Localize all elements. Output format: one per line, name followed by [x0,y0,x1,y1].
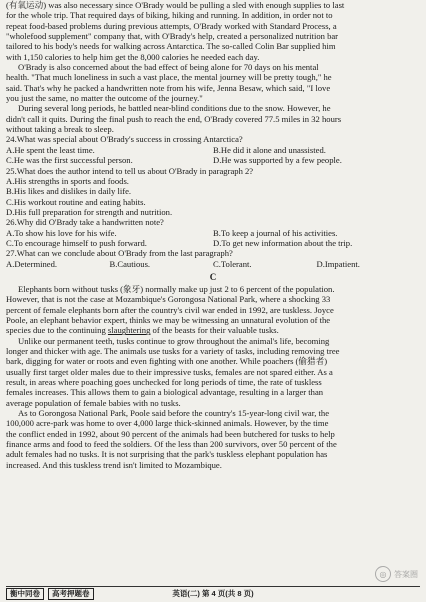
passage-b-paragraph-2 [6,62,420,103]
text-line: bark, digging for water or roots and even fighting with one another. While poachers (偷猎者) [6,356,328,367]
text-line: "wholefood supplement" company that, with O'Brady's help, created a personalized nutrition bar [6,31,339,42]
page-number: 英语(二) 第 4 页(共 8 页) [172,589,254,598]
text-line: species due to the continuing slaughtering of the beasts for their valuable tusks. [6,325,279,336]
text-line: said. That's why he packed a handwritten note from his wife, Jenna Besaw, which said, "I love [6,82,331,93]
text-line: health. "That much loneliness in such a vast place, the mental journey will be pretty tough," he [6,72,332,83]
option-b[interactable]: B.His likes and dislikes in daily life. [6,186,132,197]
text-line: tailored to his body's needs for walking across Antarctica. The so-called Colin Bar supplied him [6,41,336,52]
text-line: As to Gorongosa National Park, Poole said before the country's 15-year-long civil war, the [18,408,330,419]
text-line: longer and thicker with age. The animals use tusks for a variety of tasks, including removing tree [6,346,340,356]
text-line: with 1,150 calories to help him get the 8,000 calories he needed each day. [6,51,260,62]
option-d[interactable]: D.Impatient. [316,258,360,269]
option-b[interactable]: B.He did it alone and unassisted. [213,144,326,155]
text-line: O'Brady is also concerned about the bad effect of being alone for 70 days on his mental [18,62,319,73]
option-a[interactable]: A.Determined. [6,258,58,269]
text-line: didn't call it quits. During the final push to reach the end, O'Brady covered 77.5 miles in 32 hours [6,113,342,124]
question-26 [6,217,420,248]
option-a[interactable]: A.His strengths in sports and foods. [6,175,129,186]
watermark [340,560,418,588]
text-line: you just the same, no matter the outcome of the journey." [6,93,203,104]
footer-badge: 衡中同卷 [6,588,44,600]
text-line: However, that is not the case at Mozambique's Gorongosa National Park, where a shocking 33 [6,294,331,305]
option-b[interactable]: B.Cautious. [109,258,151,269]
text-line: average population of female babies with no tusks. [6,397,181,408]
option-d[interactable]: D.To get new information about the trip. [213,237,353,248]
question-24 [6,134,420,165]
question-25 [6,166,420,218]
passage-b-paragraph-1 [6,0,420,62]
option-c[interactable]: C.He was the first successful person. [6,155,133,166]
underlined-word: slaughtering [107,325,151,336]
option-c[interactable]: C.To encourage himself to push forward. [6,237,147,248]
passage-c-paragraph-3 [6,408,420,470]
passage-c-paragraph-1 [6,284,420,336]
option-a[interactable]: A.He spent the least time. [6,144,95,155]
watermark-text: 答案圈 [394,569,418,579]
text-line: 100,000 acre-park was home to over 4,000 large thick-skinned animals. However, by the time [6,418,329,429]
text-line: females increases. This allows them to gain a biological advantage, resulting in a larger than [6,387,324,398]
text-line: result, in areas where poaching goes unchecked for long periods of time, the rate of tuskless [6,377,322,388]
footer-badge: 高考押题卷 [48,588,94,600]
option-a[interactable]: A.To show his love for his wife. [6,227,117,238]
question-27 [6,248,420,269]
question-stem: 24.What was special about O'Brady's success in crossing Antarctica? [6,134,243,145]
text-line: without taking a break to sleep. [6,124,114,135]
option-b[interactable]: B.To keep a journal of his activities. [213,227,338,238]
page-footer [6,586,420,600]
text-line: increased. And this tuskless trend isn't limited to Mozambique. [6,459,222,470]
text-line: percent of female elephants born after the country's civil war ended in 1992, are tuskless. Joyce [6,304,334,315]
question-stem: 26.Why did O'Brady take a handwritten note? [6,217,164,228]
text-line: During several long periods, he battled near-blind conditions due to the snow. However, he [18,103,331,114]
section-heading: C [209,271,217,282]
option-d[interactable]: D.He was supported by a few people. [213,155,342,166]
text-line: repeat food-based problems during previous attempts, O'Brady worked with Standard Process, a [6,20,337,31]
question-stem: 27.What can we conclude about O'Brady from the last paragraph? [6,248,233,259]
passage-c-paragraph-2 [6,336,420,408]
text-line: adult females had no tusks. It is not surprising that the park's tuskless elephant population has [6,449,328,460]
option-d[interactable]: D.His full preparation for strength and nutrition. [6,206,173,217]
exam-page [6,0,420,588]
option-c[interactable]: C.Tolerant. [213,258,252,269]
text-line: the conflict ended in 1992, about 90 percent of the animals had been butchered for tusks to help [6,428,335,439]
text-line: Unlike our permanent teeth, tusks continue to grow throughout the animal's life, becoming [18,335,330,346]
question-stem: 25.What does the author intend to tell us about O'Brady in paragraph 2? [6,165,254,176]
text-line: usually first target older males due to their impressive tusks, females are not spared either. As a [6,366,333,377]
text-line: Elephants born without tusks (象牙) normally make up just 2 to 6 percent of the population. [18,283,335,294]
passage-b-paragraph-3 [6,103,420,134]
text-line: for the whole trip. That required days of biking, hiking and running. In addition, in order not to [6,10,333,21]
chat-icon: ◎ [375,566,391,582]
text-line: (有氧运动) was also necessary since O'Brady would be pulling a sled with enough supplies to last [6,0,345,10]
text-line: finance arms and food to feed the soldiers. Of the less than 200 survivors, over 50 percent of the [6,439,337,450]
option-c[interactable]: C.His workout routine and eating habits. [6,196,146,207]
text-line: Poole, an elephant behavior expert, thinks we may be witnessing an unnatural evolution of the [6,314,331,325]
